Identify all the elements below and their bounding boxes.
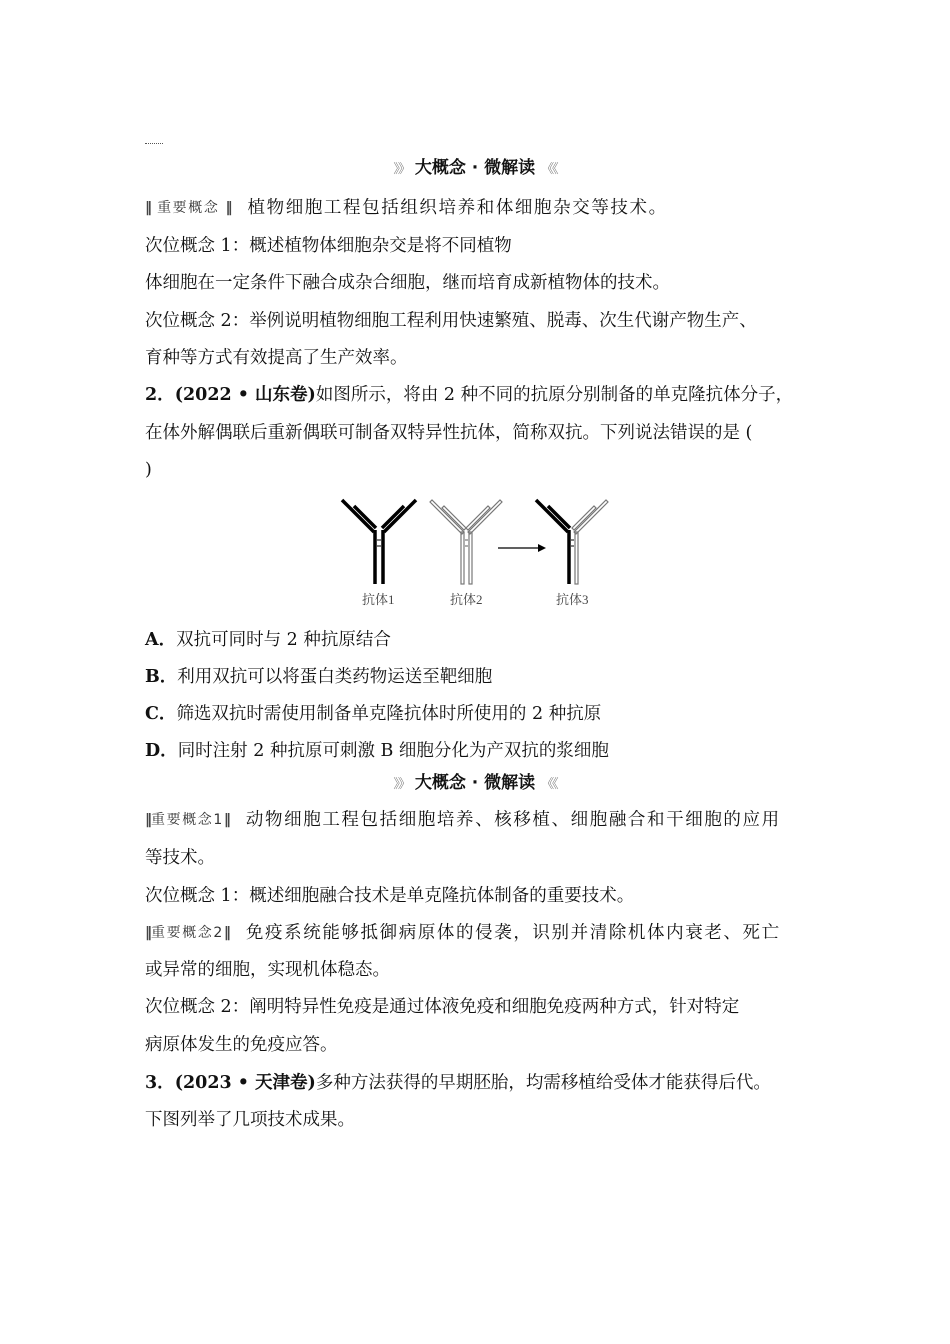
option-text: 同时注射 2 种抗原可刺激 B 细胞分化为产双抗的浆细胞 (177, 741, 609, 761)
antibody-2-label: 抗体2 (450, 592, 483, 607)
question-3-line2: 下图列举了几项技术成果。 (145, 1110, 355, 1130)
question-3-stem (145, 1071, 825, 1095)
option-text: 筛选双抗时需使用制备单克隆抗体时所使用的 2 种抗原 (176, 704, 602, 724)
sub-concept-2-cont: 病原体发生的免疫应答。 (145, 1035, 338, 1055)
sub-concept-1-cont: 体细胞在一定条件下融合成杂合细胞，继而培育成新植物体的技术。 (145, 273, 670, 293)
heading-deco-right: 《《 (541, 777, 557, 792)
antibody-1 (342, 500, 416, 584)
key-concept-text: 植物细胞工程包括组织培养和体细胞杂交等技术。 (247, 198, 668, 218)
question-source-open: (2023 • (174, 1073, 256, 1093)
antibody-2 (430, 500, 502, 584)
option-letter: A． (145, 630, 177, 650)
option-letter: D． (145, 741, 178, 761)
sub-concept-2-cont: 育种等方式有效提高了生产效率。 (145, 348, 408, 368)
heading-deco-left: 》》 (393, 162, 409, 177)
antibody-3-label: 抗体3 (556, 592, 589, 607)
option-text: 双抗可同时与 2 种抗原结合 (176, 630, 391, 650)
key-concept-1-cont: 等技术。 (145, 848, 215, 868)
question-2-stem (145, 383, 825, 407)
question-source: 山东卷 (255, 385, 308, 405)
option-letter: C． (145, 704, 177, 724)
sub-concept-2 (145, 995, 825, 1019)
sub-concept-1 (145, 884, 825, 908)
question-source-open: (2022 • (174, 385, 256, 405)
sub-concept-1 (145, 234, 825, 258)
question-text: 如图所示，将由 2 种不同的抗原分别制备的单克隆抗体分子， (315, 385, 794, 405)
question-2-answer-paren: ) (145, 460, 152, 480)
question-text: 多种方法获得的早期胚胎，均需移植给受体才能获得后代。 (315, 1073, 771, 1093)
sub-concept-text: 概述细胞融合技术是单克隆抗体制备的重要技术。 (249, 886, 635, 906)
question-source-close: ) (307, 1073, 316, 1093)
key-concept-1-line (145, 808, 825, 832)
key-concept-text: 免疫系统能够抵御病原体的侵袭，识别并清除机体内衰老、死亡 (245, 923, 781, 943)
question-source: 天津卷 (255, 1073, 308, 1093)
section-heading-2 (0, 771, 950, 797)
page-top-mark (145, 143, 163, 144)
question-number: 3． (145, 1073, 175, 1093)
antibody-diagram (330, 488, 630, 618)
sub-concept-label: 次位概念 2： (145, 997, 250, 1017)
key-concept-line (145, 196, 825, 220)
option-d (145, 739, 825, 763)
key-concept-tag: ‖重要概念1‖ (145, 812, 230, 828)
option-a (145, 628, 825, 652)
option-b (145, 665, 825, 689)
sub-concept-text: 阐明特异性免疫是通过体液免疫和细胞免疫两种方式，针对特定 (249, 997, 740, 1017)
key-concept-tag: ‖ 重要概念 ‖ (145, 200, 232, 216)
heading-text: 大概念 · 微解读 (414, 158, 536, 178)
option-c (145, 702, 825, 726)
sub-concept-text: 举例说明植物细胞工程利用快速繁殖、脱毒、次生代谢产物生产、 (249, 311, 757, 331)
sub-concept-2 (145, 309, 825, 333)
antibody-figure (330, 488, 630, 618)
question-source-close: ) (307, 385, 316, 405)
sub-concept-text: 概述植物体细胞杂交是将不同植物 (249, 236, 512, 256)
antibody-3 (536, 500, 608, 584)
key-concept-2-cont: 或异常的细胞，实现机体稳态。 (145, 960, 390, 980)
arrow-icon (498, 544, 546, 552)
key-concept-text: 动物细胞工程包括细胞培养、核移植、细胞融合和干细胞的应用 (245, 810, 781, 830)
key-concept-2-line (145, 921, 825, 945)
option-letter: B． (145, 667, 178, 687)
heading-deco-right: 《《 (541, 162, 557, 177)
sub-concept-label: 次位概念 1： (145, 236, 250, 256)
sub-concept-label: 次位概念 1： (145, 886, 250, 906)
key-concept-tag: ‖重要概念2‖ (145, 925, 230, 941)
option-text: 利用双抗可以将蛋白类药物运送至靶细胞 (177, 667, 493, 687)
sub-concept-label: 次位概念 2： (145, 311, 250, 331)
question-2-line2: 在体外解偶联后重新偶联可制备双特异性抗体，简称双抗。下列说法错误的是 ( (145, 423, 753, 443)
question-number: 2． (145, 385, 175, 405)
heading-text: 大概念 · 微解读 (414, 773, 536, 793)
heading-deco-left: 》》 (393, 777, 409, 792)
section-heading-1 (0, 156, 950, 182)
antibody-1-label: 抗体1 (362, 592, 395, 607)
